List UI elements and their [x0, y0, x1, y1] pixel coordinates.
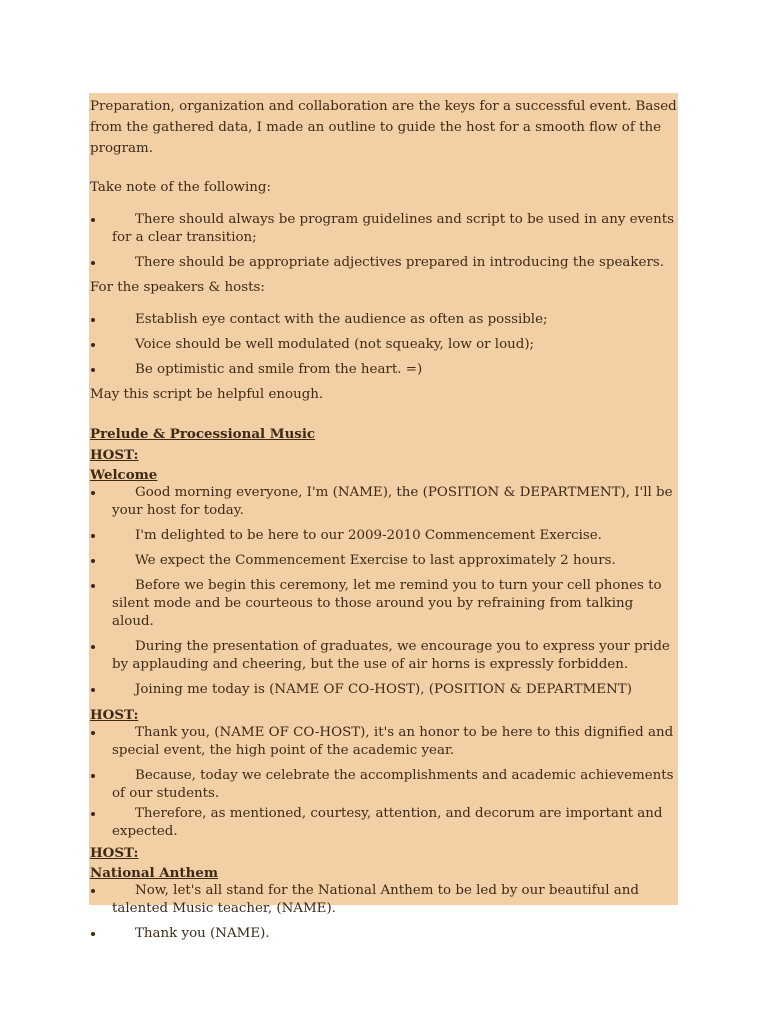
intro-paragraph: Preparation, organization and collaboration are the keys for a successful event. Based from the gathered data, I made an outline to guide the host for a smooth flow of the program.	[90, 99, 677, 156]
bullet-icon	[91, 318, 95, 322]
bullet-icon	[91, 645, 95, 649]
host-label: HOST:	[90, 447, 139, 463]
anthem-heading: National Anthem	[90, 865, 219, 881]
bullet-icon	[91, 584, 95, 588]
host-remarks-list	[90, 724, 678, 841]
list-item: Joining me today is (NAME OF CO-HOST), (POSITION & DEPARTMENT)	[90, 681, 678, 699]
bullet-icon	[91, 688, 95, 692]
list-item: Thank you, (NAME OF CO-HOST), it's an honor to be here to this dignified and special event, the high point of the academic year.	[90, 724, 678, 760]
notes-list	[90, 211, 678, 272]
closing-line: May this script be helpful enough.	[90, 387, 324, 402]
bullet-icon	[91, 261, 95, 265]
list-item: I'm delighted to be here to our 2009-2010 Commencement Exercise.	[90, 527, 678, 545]
bullet-icon	[91, 559, 95, 563]
speakers-heading: For the speakers & hosts:	[90, 280, 265, 295]
list-item: Be optimistic and smile from the heart. =)	[90, 361, 678, 379]
list-item: Establish eye contact with the audience as often as possible;	[90, 311, 678, 329]
welcome-list	[90, 484, 678, 699]
list-item: Before we begin this ceremony, let me remind you to turn your cell phones to silent mode and be courteous to those around you by refraining from talking aloud.	[90, 577, 678, 631]
bullet-icon	[91, 889, 95, 893]
host-label: HOST:	[90, 707, 139, 723]
prelude-heading: Prelude & Processional Music	[90, 426, 316, 442]
anthem-list	[90, 882, 678, 943]
speaker-tips-list	[90, 311, 678, 379]
bullet-icon	[91, 812, 95, 816]
list-item: Good morning everyone, I'm (NAME), the (POSITION & DEPARTMENT), I'll be your host for today.	[90, 484, 678, 520]
list-item: Thank you (NAME).	[90, 925, 678, 943]
bullet-icon	[91, 343, 95, 347]
bullet-icon	[91, 491, 95, 495]
bullet-icon	[91, 368, 95, 372]
bullet-icon	[91, 731, 95, 735]
welcome-heading: Welcome	[90, 467, 158, 483]
document-body	[90, 96, 678, 950]
take-note-line: Take note of the following:	[90, 180, 271, 195]
list-item: We expect the Commencement Exercise to last approximately 2 hours.	[90, 552, 678, 570]
list-item: There should always be program guidelines and script to be used in any events for a clear transition;	[90, 211, 678, 247]
bullet-icon	[91, 218, 95, 222]
list-item: Because, today we celebrate the accomplishments and academic achievements of our students.	[90, 767, 678, 803]
host-label: HOST:	[90, 845, 139, 861]
list-item: There should be appropriate adjectives prepared in introducing the speakers.	[90, 254, 678, 272]
bullet-icon	[91, 774, 95, 778]
list-item: Now, let's all stand for the National Anthem to be led by our beautiful and talented Music teacher, (NAME).	[90, 882, 678, 918]
bullet-icon	[91, 534, 95, 538]
list-item: Voice should be well modulated (not squeaky, low or loud);	[90, 336, 678, 354]
list-item: Therefore, as mentioned, courtesy, attention, and decorum are important and expected.	[90, 805, 678, 841]
list-item: During the presentation of graduates, we encourage you to express your pride by applauding and cheering, but the use of air horns is expressly forbidden.	[90, 638, 678, 674]
bullet-icon	[91, 932, 95, 936]
